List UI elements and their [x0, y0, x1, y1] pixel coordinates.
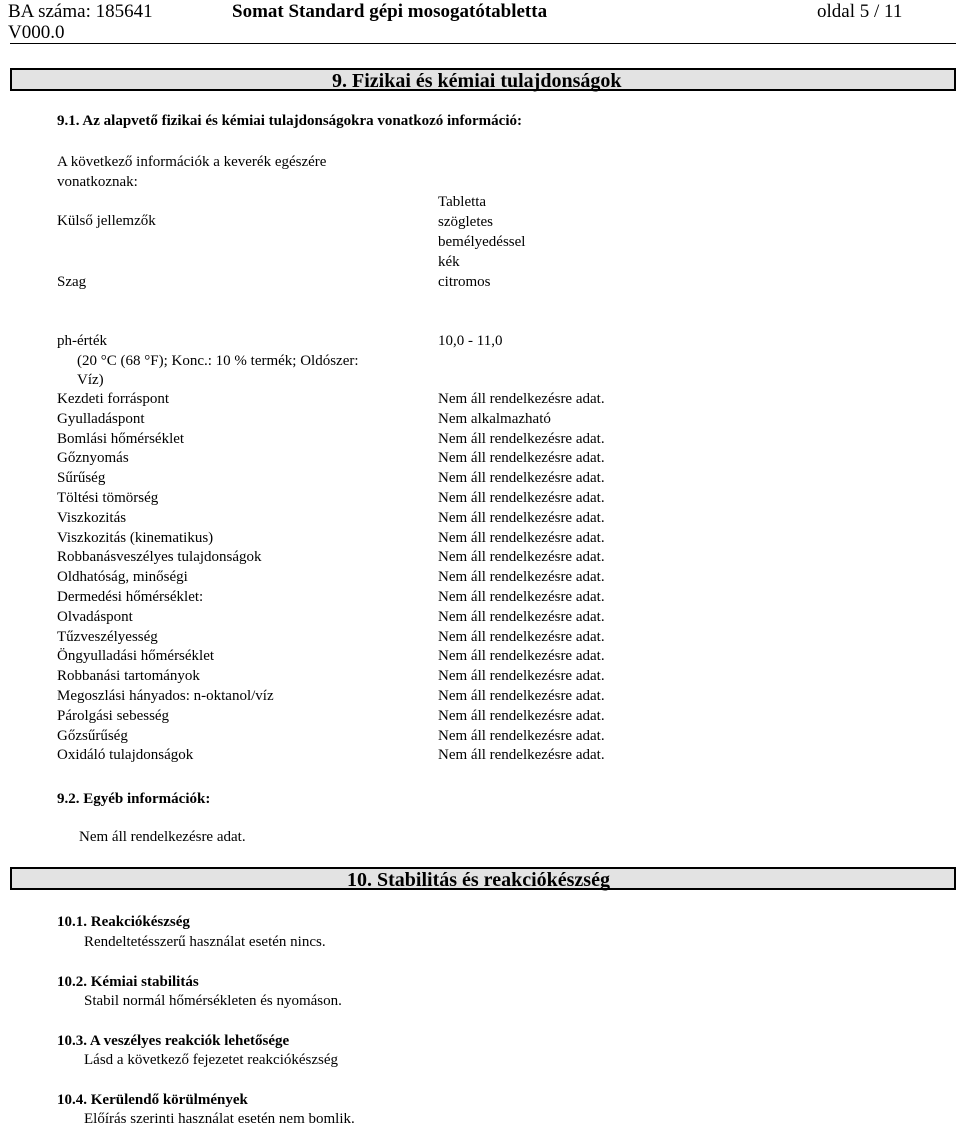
intro-text-line1: A következő információk a keverék egészére [57, 154, 327, 170]
section-10-title: 10. Stabilitás és reakciókészség [347, 869, 610, 891]
property-value: Nem áll rendelkezésre adat. [438, 588, 605, 605]
property-value: Nem áll rendelkezésre adat. [438, 648, 605, 665]
page-number: oldal 5 / 11 [817, 1, 903, 22]
section-9-title: 9. Fizikai és kémiai tulajdonságok [332, 70, 622, 92]
property-value: Nem áll rendelkezésre adat. [438, 727, 605, 744]
property-value: Nem áll rendelkezésre adat. [438, 747, 605, 764]
property-label: Gőzsűrűség [57, 727, 128, 744]
subsection-10-2-text: Stabil normál hőmérsékleten és nyomáson. [84, 993, 342, 1009]
property-label: Gőznyomás [57, 450, 129, 467]
property-label: Dermedési hőmérséklet: [57, 588, 204, 605]
ph-condition-line1: (20 °C (68 °F); Konc.: 10 % termék; Oldószer: [77, 353, 359, 369]
property-value: Nem alkalmazható [438, 410, 551, 427]
property-value: Nem áll rendelkezésre adat. [438, 529, 605, 546]
property-label: Tűzveszélyesség [57, 628, 158, 645]
property-value: Nem áll rendelkezésre adat. [438, 569, 605, 586]
property-label: Töltési tömörség [57, 489, 159, 506]
ph-label: ph-érték [57, 333, 107, 349]
property-label: Öngyulladási hőmérséklet [57, 648, 215, 665]
ph-condition-line2: Víz) [77, 372, 104, 388]
odor-value: citromos [438, 274, 491, 290]
version: V000.0 [8, 22, 65, 43]
ph-value: 10,0 - 11,0 [438, 333, 503, 349]
section-10-heading-box [10, 867, 956, 890]
subsection-10-2-title: 10.2. Kémiai stabilitás [57, 974, 199, 990]
section-9-heading-box [10, 68, 956, 91]
subsection-10-1-text: Rendeltetésszerű használat esetén nincs. [84, 934, 326, 950]
property-value: Nem áll rendelkezésre adat. [438, 668, 605, 685]
product-name: Somat Standard gépi mosogatótabletta [232, 1, 548, 22]
odor-label: Szag [57, 274, 87, 290]
property-label: Oldhatóság, minőségi [57, 569, 188, 586]
property-value: Nem áll rendelkezésre adat. [438, 628, 605, 645]
subsection-9-1-title: 9.1. Az alapvető fizikai és kémiai tulajdonságokra vonatkozó információ: [57, 113, 522, 129]
property-value: Nem áll rendelkezésre adat. [438, 470, 605, 487]
subsection-10-4-title: 10.4. Kerülendő körülmények [57, 1092, 248, 1108]
appearance-label: Külső jellemzők [57, 213, 156, 229]
property-value: Nem áll rendelkezésre adat. [438, 608, 605, 625]
property-value: Nem áll rendelkezésre adat. [438, 489, 605, 506]
intro-text-line2: vonatkoznak: [57, 174, 138, 190]
property-label: Oxidáló tulajdonságok [57, 747, 194, 764]
subsection-10-1-title: 10.1. Reakciókészség [57, 914, 190, 930]
subsection-10-3-text: Lásd a következő fejezetet reakciókészség [84, 1052, 339, 1068]
property-value: Nem áll rendelkezésre adat. [438, 707, 605, 724]
appearance-value: szögletes [438, 214, 493, 230]
property-value: Nem áll rendelkezésre adat. [438, 391, 605, 407]
property-label: Robbanásveszélyes tulajdonságok [57, 549, 262, 566]
property-label: Kezdeti forráspont [57, 391, 170, 407]
property-label: Megoszlási hányados: n-oktanol/víz [57, 687, 274, 704]
header-rule [10, 43, 956, 44]
property-label: Viszkozitás [57, 509, 127, 526]
ba-number: BA száma: 185641 [8, 1, 153, 22]
property-value: Nem áll rendelkezésre adat. [438, 450, 605, 467]
property-label: Gyulladáspont [57, 410, 145, 427]
subsection-10-3-title: 10.3. A veszélyes reakciók lehetősége [57, 1033, 290, 1049]
subsection-9-2-text: Nem áll rendelkezésre adat. [79, 829, 246, 845]
property-label: Bomlási hőmérséklet [57, 430, 185, 447]
property-label: Párolgási sebesség [57, 707, 170, 724]
property-label: Sűrűség [57, 470, 106, 487]
property-value: Nem áll rendelkezésre adat. [438, 509, 605, 526]
subsection-9-2-title: 9.2. Egyéb információk: [57, 791, 211, 807]
subsection-10-4-text: Előírás szerinti használat esetén nem bomlik. [84, 1111, 355, 1127]
property-label: Olvadáspont [57, 608, 133, 625]
property-value: Nem áll rendelkezésre adat. [438, 430, 605, 447]
appearance-value: bemélyedéssel [438, 234, 526, 250]
appearance-value: Tabletta [438, 194, 487, 210]
property-label: Viszkozitás (kinematikus) [57, 529, 214, 546]
property-value: Nem áll rendelkezésre adat. [438, 549, 605, 566]
property-label: Robbanási tartományok [57, 668, 200, 685]
appearance-value: kék [438, 254, 460, 270]
property-value: Nem áll rendelkezésre adat. [438, 687, 605, 704]
